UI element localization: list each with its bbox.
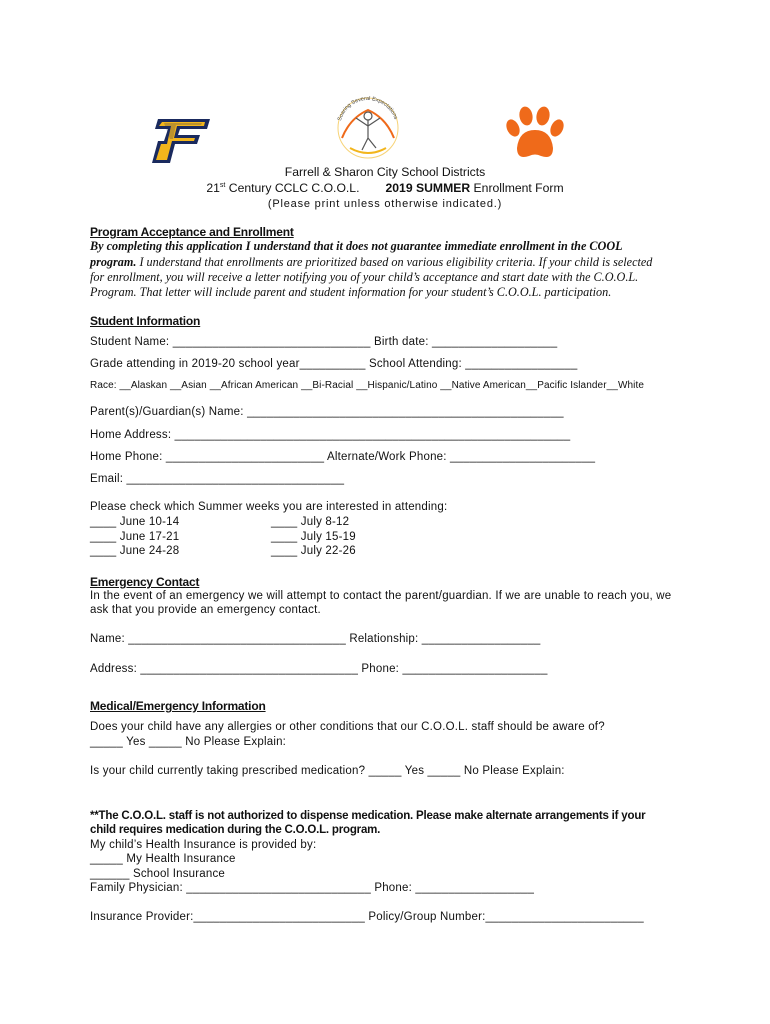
allergy-answer-line[interactable]: _____ Yes _____ No Please Explain: [90, 736, 287, 748]
program-text-2: I understand that enrollments are prioritized based on various eligibility criteria. If your child is selected [136, 255, 653, 269]
week-option[interactable]: ____ July 15-19 [271, 531, 356, 543]
soaring-figure-icon [330, 88, 406, 162]
title-year: 2019 SUMMER [385, 181, 471, 195]
student-name-birth-line[interactable]: Student Name: ______________________________ Birth date: ___________________ [90, 336, 558, 348]
guardian-name-line[interactable]: Parent(s)/Guardian(s) Name: ________________________________________________ [90, 406, 564, 418]
program-paragraph-line3: for enrollment, you will receive a letter notifying you of your child’s acceptance and start date with the C.O.O.L. [90, 270, 639, 284]
title-program: Century CCLC C.O.O.L. [225, 181, 360, 195]
week-option[interactable]: ____ June 17-21 [90, 531, 180, 543]
tiger-paw-icon [503, 106, 569, 162]
program-bold-text: By completing this application I understand that it does not guarantee immediate enrollment in the COOL [90, 239, 623, 253]
program-heading: Program Acceptance and Enrollment [90, 225, 294, 239]
header-subtitle: (Please print unless otherwise indicated.) [267, 198, 503, 210]
weeks-intro: Please check which Summer weeks you are interested in attending: [90, 501, 448, 513]
week-option[interactable]: ____ June 24-28 [90, 545, 180, 557]
student-heading: Student Information [90, 314, 201, 328]
insurance-option-school[interactable]: ______ School Insurance [90, 868, 226, 880]
physician-line[interactable]: Family Physician: ____________________________ Phone: __________________ [90, 882, 535, 894]
week-option[interactable]: ____ July 22-26 [271, 545, 356, 557]
grade-school-line[interactable]: Grade attending in 2019-20 school year__________ School Attending: _________________ [90, 358, 578, 370]
program-bold-word: program. [90, 255, 137, 269]
title-ordinal: st [219, 181, 226, 189]
insurance-intro: My child’s Health Insurance is provided by: [90, 839, 317, 851]
paw-logo [503, 106, 569, 162]
header-district-line: Farrell & Sharon City School Districts [284, 165, 486, 179]
emergency-heading: Emergency Contact [90, 575, 200, 589]
allergy-question: Does your child have any allergies or other conditions that our C.O.O.L. staff should be aware of? [90, 721, 605, 733]
week-option[interactable]: ____ June 10-14 [90, 516, 180, 528]
medication-warning-line2: child requires medication during the C.O.O.L. program. [90, 824, 381, 836]
title-end: Enrollment Form [470, 181, 564, 195]
medical-heading: Medical/Emergency Information [90, 699, 266, 713]
race-checklist-line[interactable]: Race: __Alaskan __Asian __African American __Bi-Racial __Hispanic/Latino __Native American__Pacific Islander__White [90, 380, 645, 391]
center-program-logo [330, 88, 406, 162]
medication-question-line[interactable]: Is your child currently taking prescribed medication? _____ Yes _____ No Please Explain: [90, 765, 565, 777]
emergency-text-line2: ask that you provide an emergency contact. [90, 604, 321, 616]
header-form-title [0, 181, 770, 195]
program-paragraph-line1 [90, 239, 623, 254]
program-paragraph-line4: Program. That letter will include parent and student information for your student’s C.O.O.L. participation. [90, 285, 612, 299]
insurance-provider-line[interactable]: Insurance Provider:__________________________ Policy/Group Number:________________________ [90, 911, 644, 923]
center-logo-text: Soaring Several Expectations [337, 95, 399, 122]
phone-line[interactable]: Home Phone: ________________________ Alternate/Work Phone: ______________________ [90, 451, 596, 463]
insurance-option-own[interactable]: _____ My Health Insurance [90, 853, 236, 865]
email-line[interactable]: Email: _________________________________ [90, 473, 345, 485]
title-prefix: 21 [206, 181, 220, 195]
program-paragraph-line2 [90, 255, 652, 270]
farrell-f-icon [150, 117, 212, 165]
farrell-logo [150, 117, 212, 165]
svg-text:Soaring Several Expectations [337, 96, 399, 122]
emergency-name-line[interactable]: Name: _________________________________ Relationship: __________________ [90, 633, 541, 645]
emergency-text-line1: In the event of an emergency we will attempt to contact the parent/guardian. If we are unable to reach you, we [90, 590, 672, 602]
medication-warning-line1: **The C.O.O.L. staff is not authorized to dispense medication. Please make alternate arrangements if your [90, 810, 646, 822]
week-option[interactable]: ____ July 8-12 [271, 516, 350, 528]
emergency-address-line[interactable]: Address: _________________________________ Phone: ______________________ [90, 663, 548, 675]
home-address-line[interactable]: Home Address: ____________________________________________________________ [90, 429, 571, 441]
